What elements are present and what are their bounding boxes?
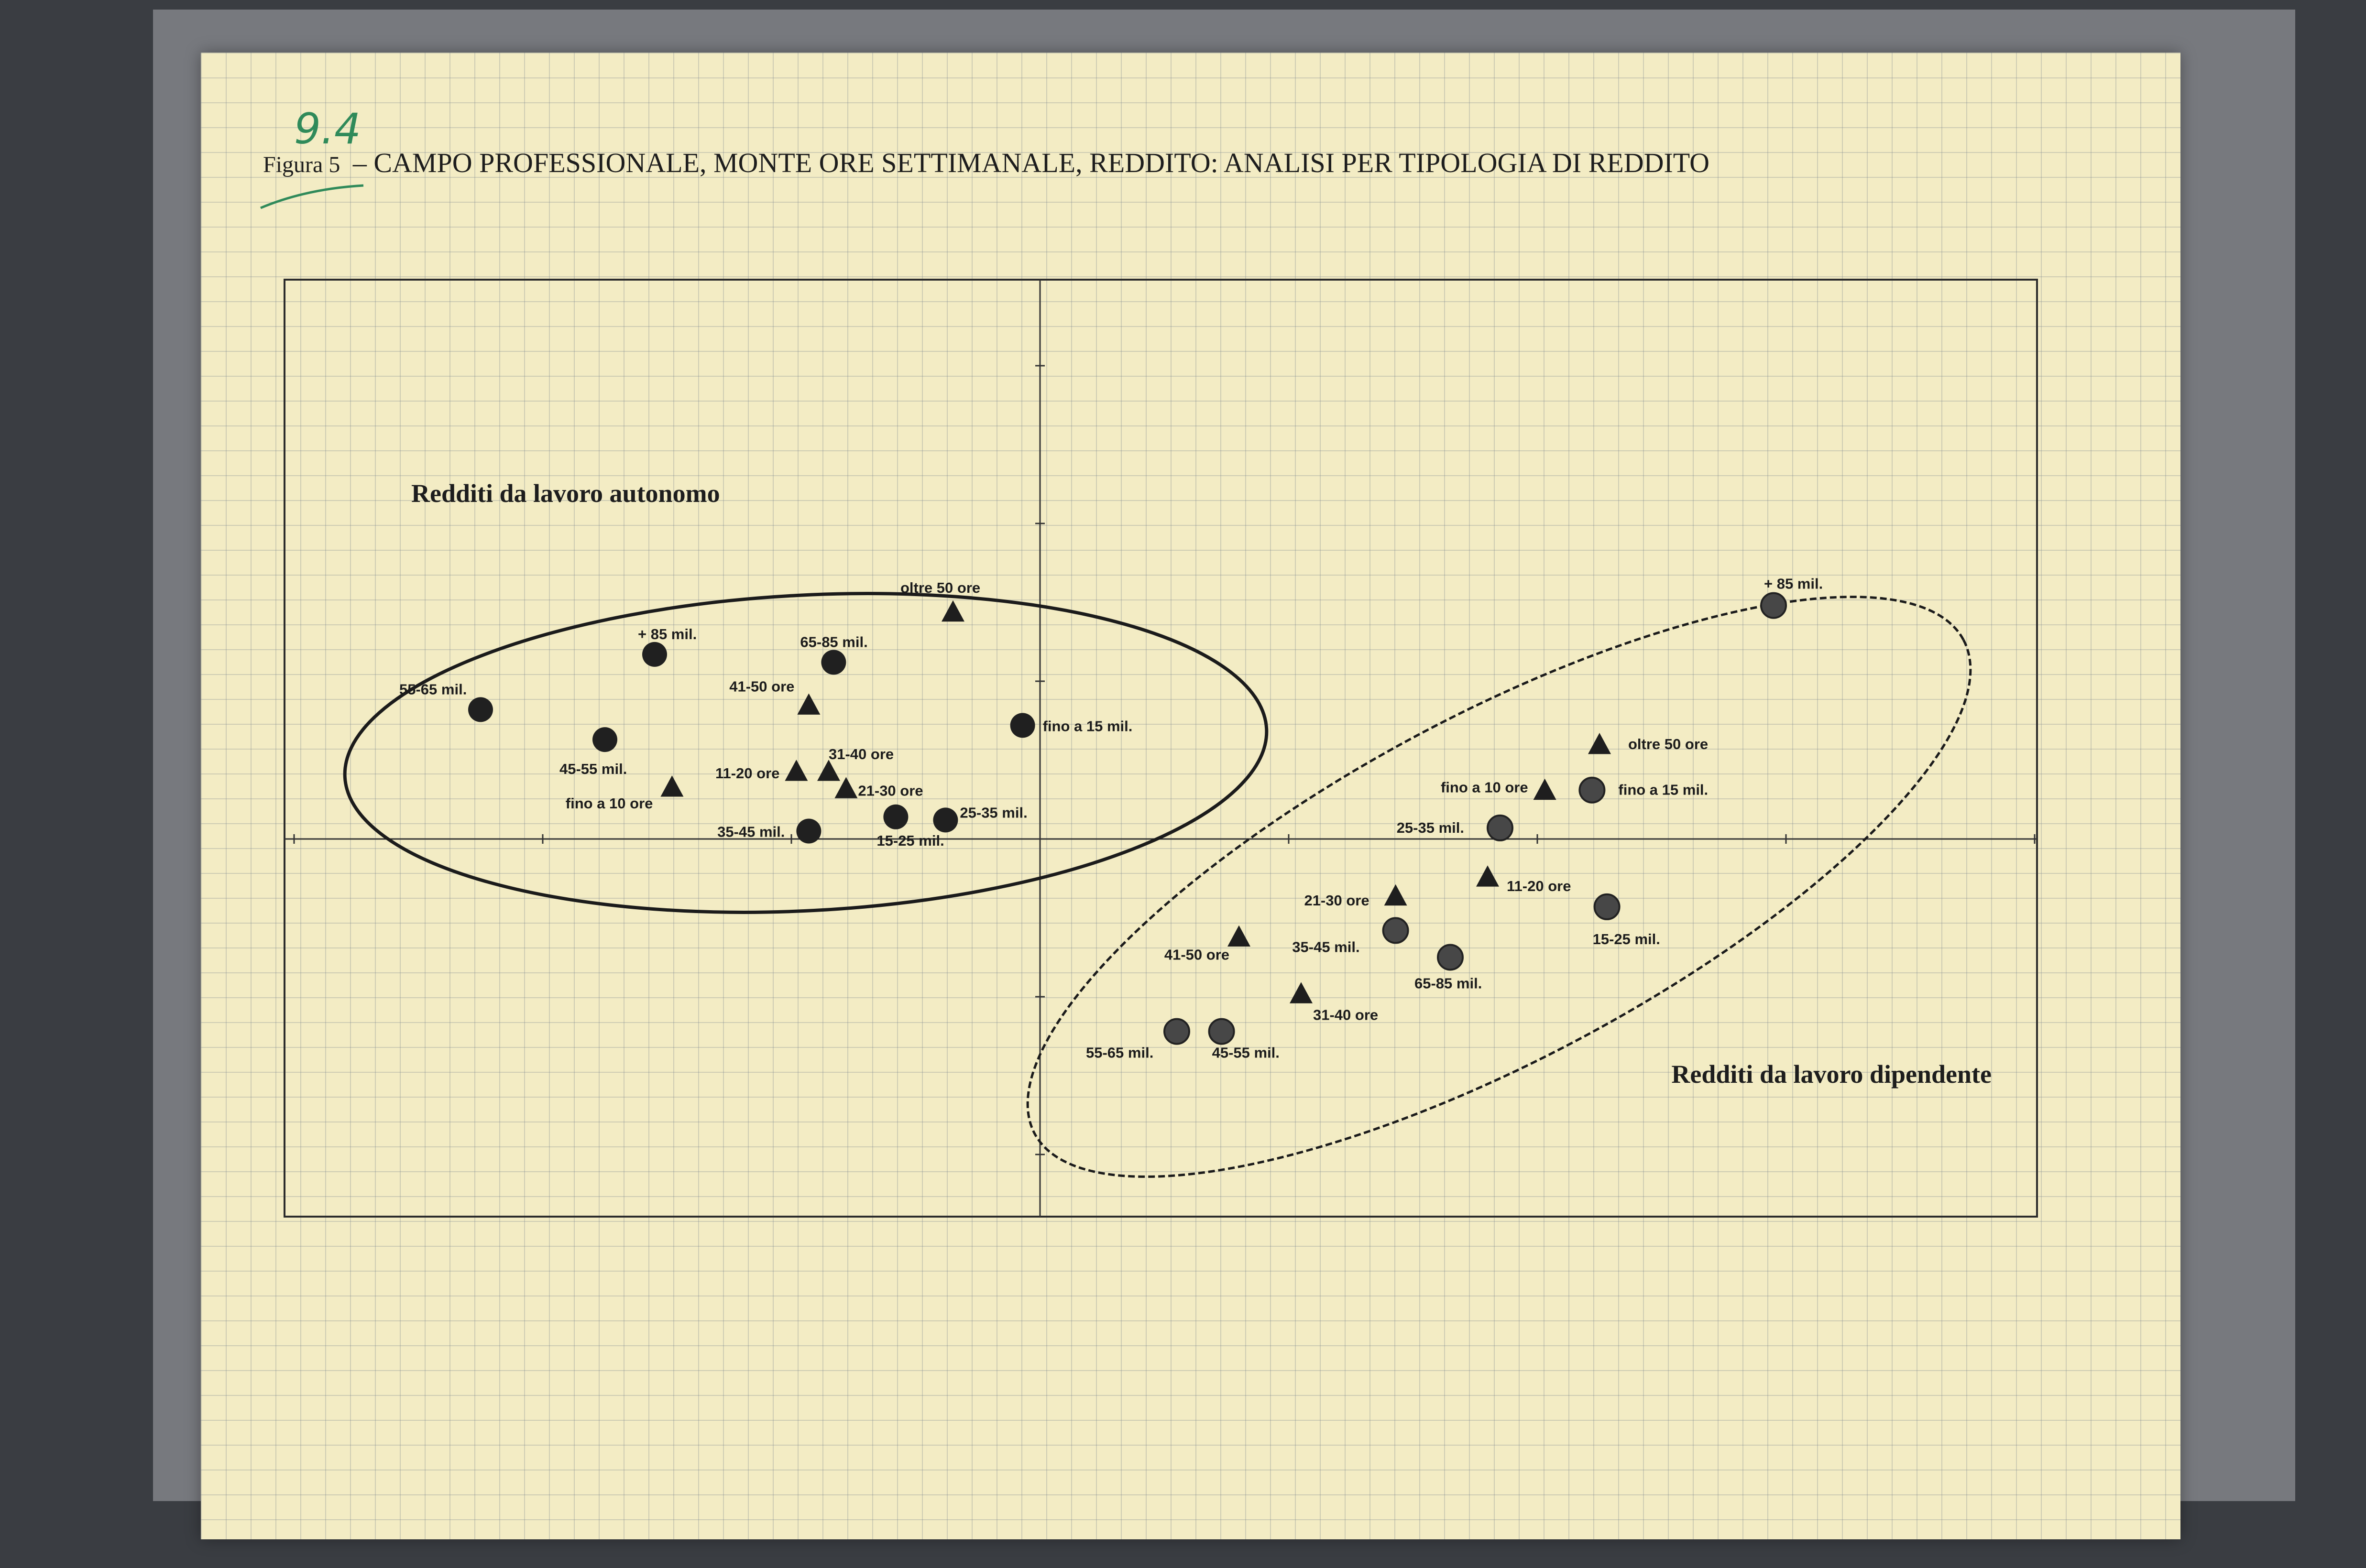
point-label: fino a 10 ore [1440, 779, 1528, 796]
point-label: 55-65 mil. [399, 681, 467, 698]
point-label: fino a 15 mil. [1042, 718, 1133, 735]
hours-point [785, 760, 808, 781]
income-point [592, 727, 617, 752]
point-label: 65-85 mil. [1414, 975, 1482, 992]
hours-point [1384, 884, 1407, 905]
point-label: + 85 mil. [638, 625, 697, 642]
point-label: oltre 50 ore [1628, 736, 1709, 752]
hours-point [1588, 733, 1611, 754]
handwritten-note: 9.4 [294, 104, 361, 153]
income-point [1488, 816, 1512, 840]
income-point [933, 807, 958, 832]
figure-label: Figura 5 [263, 152, 340, 177]
point-label: 35-45 mil. [1292, 938, 1360, 956]
income-point [796, 819, 821, 844]
income-point [883, 805, 908, 829]
point-label: 65-85 mil. [800, 633, 868, 651]
point-label: 25-35 mil. [960, 804, 1028, 821]
income-point [1209, 1019, 1234, 1044]
point-label: oltre 50 ore [900, 579, 981, 596]
point-label: 11-20 ore [715, 765, 780, 782]
group-ellipse [337, 571, 1275, 935]
chart-title [263, 147, 1709, 178]
point-label: 21-30 ore [1304, 892, 1369, 909]
point-label: 15-25 mil. [876, 832, 944, 849]
title-text: – CAMPO PROFESSIONALE, MONTE ORE SETTIMANALE, REDDITO: ANALISI PER TIPOLOGIA DI REDDITO [352, 147, 1710, 178]
income-point [642, 642, 667, 667]
income-point [1010, 713, 1035, 738]
point-label: 31-40 ore [829, 746, 894, 763]
hours-point [942, 600, 964, 621]
income-point [821, 650, 846, 675]
point-label: + 85 mil. [1764, 575, 1823, 592]
income-point [468, 697, 493, 722]
point-label: 55-65 mil. [1086, 1044, 1154, 1061]
point-label: fino a 10 ore [565, 795, 653, 812]
income-point [1579, 778, 1604, 803]
hours-point [817, 760, 840, 781]
group-ellipse [954, 488, 2045, 1286]
point-label: fino a 15 mil. [1618, 781, 1709, 798]
point-label: 41-50 ore [1164, 946, 1229, 963]
income-point [1438, 945, 1463, 970]
point-label: 15-25 mil. [1592, 930, 1660, 947]
group-name: Redditi da lavoro autonomo [411, 479, 720, 508]
plot-layer [285, 280, 2044, 1285]
point-label: 41-50 ore [729, 678, 795, 695]
point-label: 11-20 ore [1507, 878, 1571, 895]
point-label: 45-55 mil. [559, 761, 627, 778]
hours-point [660, 775, 683, 796]
group-name: Redditi da lavoro dipendente [1671, 1060, 1992, 1089]
hours-point [1476, 865, 1499, 886]
point-label: 31-40 ore [1313, 1006, 1379, 1024]
hours-point [1290, 982, 1313, 1003]
handwritten-strike [261, 185, 363, 208]
income-point [1383, 918, 1408, 943]
income-point [1761, 593, 1786, 618]
point-label: 21-30 ore [858, 782, 923, 799]
hours-point [1227, 926, 1250, 947]
hours-point [1534, 779, 1556, 800]
point-label: 25-35 mil. [1396, 819, 1464, 836]
income-point [1164, 1019, 1189, 1044]
point-label: 35-45 mil. [717, 823, 785, 840]
hours-point [797, 694, 820, 715]
income-point [1595, 894, 1620, 919]
point-label: 45-55 mil. [1212, 1044, 1280, 1061]
